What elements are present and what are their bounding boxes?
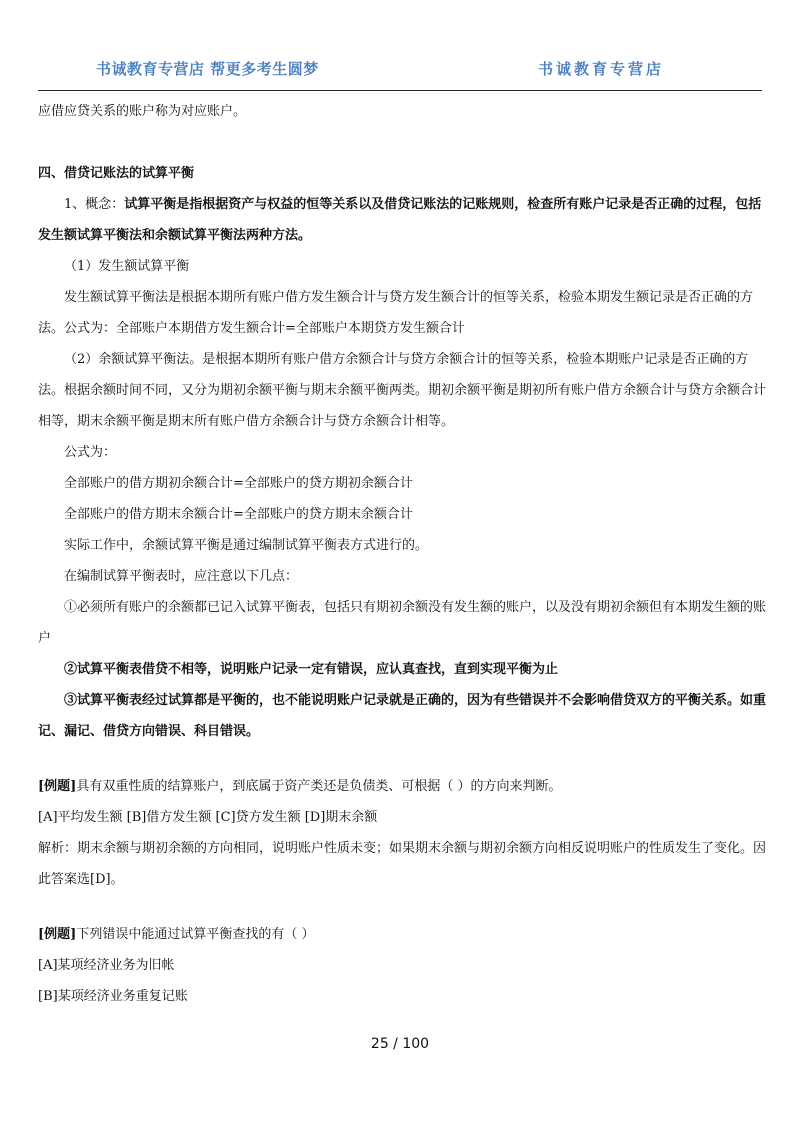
header-store-name: 书诚教育专营店 (538, 60, 665, 78)
example2-label: [例题] (38, 927, 77, 942)
concept-text: 试算平衡是指根据资产与权益的恒等关系以及借贷记账法的记账规则，检查所有账户记录是否正确的过程，包括发生额试算平衡法和余额试算平衡法两种方法。 (38, 197, 762, 243)
example1-analysis: 解析：期末余额与期初余额的方向相同，说明账户性质未变；如果期末余额与期初余额方向相反说明账户的性质发生了变化。因此答案选[D]。 (38, 841, 767, 887)
example1-label: [例题] (38, 779, 77, 794)
sub1-text: 发生额试算平衡法是根据本期所有账户借方发生额合计与贷方发生额合计的恒等关系，检验本期发生额记录是否正确的方法。公式为：全部账户本期借方发生额合计=全部账户本期贷方发生额合计 (38, 290, 754, 336)
page-header (38, 54, 762, 91)
example2-option-a: [A]某项经济业务为旧帐 (38, 958, 175, 973)
sub2-text: （2）余额试算平衡法。是根据本期所有账户借方余额合计与贷方余额合计的恒等关系，检验本期账户记录是否正确的方法。根据余额时间不同，又分为期初余额平衡与期末余额平衡两类。期初余额平衡是期初所有账户借方余额合计与贷方余额合计相等，期末余额平衡是期末所有账户借方余额合计与贷方余额合计相等。 (38, 352, 767, 429)
document-body (38, 96, 766, 1012)
spacer (38, 747, 766, 771)
spacer (38, 127, 766, 158)
page-number: 25 / 100 (370, 1036, 430, 1052)
formula-1: 全部账户的借方期初余额合计=全部账户的贷方期初余额合计 (64, 476, 413, 491)
sub1-heading: （1）发生额试算平衡 (64, 259, 190, 274)
example2-question-line (38, 919, 766, 950)
example1-question: 具有双重性质的结算账户，到底属于资产类还是负债类、可根据（ ）的方向来判断。 (76, 779, 562, 794)
notice-text: 在编制试算平衡表时，应注意以下几点： (64, 569, 299, 584)
header-store-slogan: 书诚教育专营店 帮更多考生圆梦 (96, 60, 319, 78)
example1-question-line (38, 771, 766, 802)
section-heading: 四、借贷记账法的试算平衡 (38, 166, 195, 181)
note-3: ③试算平衡表经过试算都是平衡的，也不能说明账户记录就是正确的，因为有些错误并不会影响借贷双方的平衡关系。如重记、漏记、借贷方向错误、科目错误。 (38, 693, 767, 739)
spacer (38, 895, 766, 919)
formula-2: 全部账户的借方期末余额合计=全部账户的贷方期末余额合计 (64, 507, 413, 522)
concept-prefix: 1、概念： (64, 197, 125, 212)
example2-option-b: [B]某项经济业务重复记账 (38, 989, 188, 1004)
practice-text: 实际工作中，余额试算平衡是通过编制试算平衡表方式进行的。 (64, 538, 429, 553)
example1-options: [A]平均发生额 [B]借方发生额 [C]贷方发生额 [D]期末余额 (38, 810, 378, 825)
concept-paragraph (38, 189, 766, 251)
note-1: ①必须所有账户的余额都已记入试算平衡表，包括只有期初余额没有发生额的账户，以及没有期初余额但有本期发生额的账户 (38, 600, 767, 646)
note-2: ②试算平衡表借贷不相等，说明账户记录一定有错误，应认真查找，直到实现平衡为止 (64, 662, 559, 677)
intro-line: 应借应贷关系的账户称为对应账户。 (38, 104, 247, 119)
example2-question: 下列错误中能通过试算平衡查找的有（ ） (76, 927, 315, 942)
formula-label: 公式为： (64, 445, 117, 460)
